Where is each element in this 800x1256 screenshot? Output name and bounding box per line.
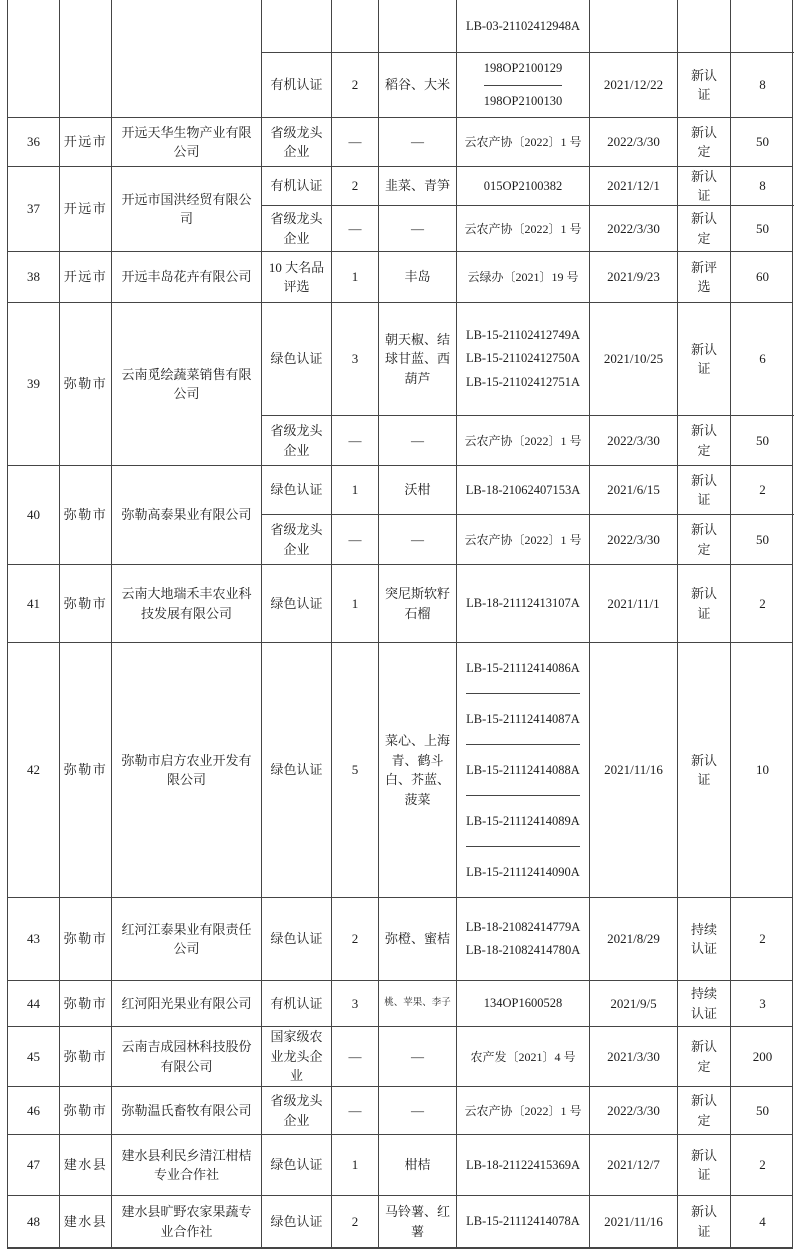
company-cell: 云南觅绘蔬菜销售有限公司 — [111, 303, 261, 465]
table-row — [8, 465, 792, 564]
row-number-cell: 37 — [27, 201, 40, 217]
table-row — [8, 1086, 792, 1134]
product-name-cell: 沃柑 — [378, 466, 456, 514]
score-cell: 2 — [730, 898, 794, 980]
cert-status-cell: 新认定 — [677, 118, 730, 166]
row-number-cell: 45 — [27, 1048, 40, 1064]
cert-number-cell: LB-18-21112413107A — [456, 565, 589, 642]
cert-type-cell: 省级龙头企业 — [261, 515, 331, 564]
table-subrow — [261, 0, 794, 52]
product-count-cell: 1 — [331, 565, 378, 642]
cert-status-cell: 新评选 — [677, 252, 730, 302]
city-cell: 开远市 — [59, 118, 111, 166]
cert-number-cell: 农产发〔2021〕4 号 — [456, 1027, 589, 1086]
cert-type-cell — [261, 0, 331, 52]
company-cell: 开远天华生物产业有限公司 — [111, 118, 261, 166]
table-subrow — [261, 52, 794, 117]
table-subrow — [261, 514, 794, 564]
cert-number-cell: 134OP1600528 — [456, 981, 589, 1026]
cert-status-cell: 新认证 — [677, 1135, 730, 1195]
cert-status-cell: 新认证 — [677, 643, 730, 897]
score-cell: 200 — [730, 1027, 794, 1086]
row-number-cell: 44 — [27, 995, 40, 1011]
cert-status-cell: 新认定 — [677, 206, 730, 251]
table-subrow — [261, 565, 794, 642]
table-subrow — [261, 898, 794, 980]
product-name-cell: 弥橙、蜜桔 — [378, 898, 456, 980]
table-row — [8, 980, 792, 1026]
score-cell: 60 — [730, 252, 794, 302]
cert-type-cell: 省级龙头企业 — [261, 416, 331, 465]
cert-number-subcell: LB-15-21112414088A — [466, 744, 580, 795]
cert-number-line: LB-15-21102412749A — [465, 328, 581, 343]
product-name-cell: 桃、苹果、李子 — [378, 981, 456, 1026]
row-number-cell: 46 — [27, 1102, 40, 1118]
product-count-cell: — — [331, 1027, 378, 1086]
product-count-cell: 5 — [331, 643, 378, 897]
table-row — [8, 642, 792, 897]
product-name-cell — [378, 0, 456, 52]
score-cell: 50 — [730, 206, 794, 251]
company-cell: 红河阳光果业有限公司 — [111, 981, 261, 1026]
cert-date-cell: 2021/12/7 — [589, 1135, 677, 1195]
city-cell: 开远市 — [59, 167, 111, 251]
product-name-cell: — — [378, 1027, 456, 1086]
score-cell: 8 — [730, 53, 794, 117]
product-name-cell: — — [378, 206, 456, 251]
table-subrow — [261, 303, 794, 415]
score-cell: 50 — [730, 416, 794, 465]
cert-status-cell: 持续认证 — [677, 898, 730, 980]
cert-status-cell: 新认证 — [677, 466, 730, 514]
product-name-cell: — — [378, 515, 456, 564]
cert-type-cell: 绿色认证 — [261, 303, 331, 415]
city-cell: 弥勒市 — [59, 1027, 111, 1086]
cert-type-cell: 10 大名品评选 — [261, 252, 331, 302]
cert-number-cell: LB-18-21062407153A — [456, 466, 589, 514]
cert-date-cell: 2022/3/30 — [589, 416, 677, 465]
cert-date-cell: 2021/10/25 — [589, 303, 677, 415]
table-subrow — [261, 118, 794, 166]
product-name-cell: 稻谷、大米 — [378, 53, 456, 117]
cert-number-cell: 云农产协〔2022〕1 号 — [456, 515, 589, 564]
table-row — [8, 1134, 792, 1195]
product-name-cell: 柑桔 — [378, 1135, 456, 1195]
score-cell: 50 — [730, 118, 794, 166]
row-number-cell: 43 — [27, 931, 40, 947]
table-subrow — [261, 1087, 794, 1134]
cert-type-cell: 绿色认证 — [261, 466, 331, 514]
company-cell: 建水县旷野农家果蔬专业合作社 — [111, 1196, 261, 1247]
cert-type-cell: 省级龙头企业 — [261, 206, 331, 251]
company-cell: 弥勒温氏畜牧有限公司 — [111, 1087, 261, 1134]
score-cell: 6 — [730, 303, 794, 415]
cert-status-cell: 新认证 — [677, 53, 730, 117]
cert-type-cell: 省级龙头企业 — [261, 1087, 331, 1134]
score-cell: 50 — [730, 1087, 794, 1134]
cert-number-subcell: 198OP2100129 — [483, 61, 563, 76]
city-cell: 建水县 — [59, 1135, 111, 1195]
cert-number-cell — [456, 303, 589, 415]
row-number-cell: 40 — [27, 507, 40, 523]
cert-date-cell: 2021/11/16 — [589, 1196, 677, 1247]
cert-status-cell: 新认定 — [677, 416, 730, 465]
cert-number-subcell: 198OP2100130 — [484, 85, 562, 118]
cert-date-cell: 2022/3/30 — [589, 206, 677, 251]
cert-number-subcell: LB-15-21112414090A — [466, 846, 580, 897]
city-cell: 建水县 — [59, 1196, 111, 1247]
table-row — [8, 302, 792, 465]
cert-date-cell: 2021/6/15 — [589, 466, 677, 514]
cert-status-cell: 新认证 — [677, 1196, 730, 1247]
row-number-cell: 36 — [27, 134, 40, 150]
table-row — [8, 564, 792, 642]
cert-number-cell — [456, 898, 589, 980]
cert-number-cell: LB-03-21102412948A — [456, 0, 589, 52]
score-cell — [730, 0, 794, 52]
product-name-cell: 朝天椒、结球甘蓝、西葫芦 — [378, 303, 456, 415]
cert-type-cell: 有机认证 — [261, 53, 331, 117]
company-cell: 红河江泰果业有限责任公司 — [111, 898, 261, 980]
cert-date-cell: 2021/11/16 — [589, 643, 677, 897]
table-row — [8, 1026, 792, 1086]
cert-status-cell: 持续认证 — [677, 981, 730, 1026]
table-subrow — [261, 205, 794, 251]
product-count-cell: — — [331, 206, 378, 251]
product-count-cell: — — [331, 416, 378, 465]
cert-number-cell: 云农产协〔2022〕1 号 — [456, 1087, 589, 1134]
cert-status-cell: 新认定 — [677, 1087, 730, 1134]
cert-status-cell: 新认定 — [677, 515, 730, 564]
score-cell: 50 — [730, 515, 794, 564]
city-cell: 开远市 — [59, 252, 111, 302]
row-number-cell: 47 — [27, 1157, 40, 1173]
city-cell: 弥勒市 — [59, 981, 111, 1026]
cert-date-cell: 2022/3/30 — [589, 1087, 677, 1134]
cert-date-cell: 2022/3/30 — [589, 515, 677, 564]
table-row — [8, 0, 792, 117]
company-cell: 开远丰岛花卉有限公司 — [111, 252, 261, 302]
cert-number-cell: 015OP2100382 — [456, 167, 589, 205]
cert-status-cell — [677, 0, 730, 52]
cert-type-cell: 国家级农业龙头企业 — [261, 1027, 331, 1086]
cert-status-cell: 新认证 — [677, 565, 730, 642]
table-row — [8, 117, 792, 166]
cert-number-line: LB-15-21102412750A — [465, 351, 581, 366]
row-number-cell: 48 — [27, 1213, 40, 1229]
city-cell — [59, 0, 111, 117]
cert-type-cell: 绿色认证 — [261, 1135, 331, 1195]
table-row — [8, 1195, 792, 1247]
table-subrow — [261, 1027, 794, 1086]
product-count-cell: — — [331, 1087, 378, 1134]
table-subrow — [261, 1135, 794, 1195]
city-cell: 弥勒市 — [59, 303, 111, 465]
cert-date-cell: 2022/3/30 — [589, 118, 677, 166]
cert-number-cell: 云农产协〔2022〕1 号 — [456, 416, 589, 465]
cert-number-cell: 云绿办〔2021〕19 号 — [456, 252, 589, 302]
cert-date-cell: 2021/3/30 — [589, 1027, 677, 1086]
cert-type-cell: 绿色认证 — [261, 1196, 331, 1247]
product-name-cell: 突尼斯软籽石榴 — [378, 565, 456, 642]
product-count-cell: 2 — [331, 53, 378, 117]
product-name-cell: — — [378, 1087, 456, 1134]
product-count-cell: 2 — [331, 167, 378, 205]
product-count-cell: 2 — [331, 1196, 378, 1247]
cert-type-cell: 绿色认证 — [261, 898, 331, 980]
cert-type-cell: 有机认证 — [261, 981, 331, 1026]
cert-number-subcell: LB-15-21112414089A — [466, 795, 580, 846]
product-name-cell: 菜心、上海青、鹤斗白、芥蓝、菠菜 — [378, 643, 456, 897]
product-name-cell: — — [378, 416, 456, 465]
cert-date-cell: 2021/11/1 — [589, 565, 677, 642]
city-cell: 弥勒市 — [59, 643, 111, 897]
product-name-cell: — — [378, 118, 456, 166]
score-cell: 4 — [730, 1196, 794, 1247]
product-count-cell: 2 — [331, 898, 378, 980]
cert-type-cell: 绿色认证 — [261, 643, 331, 897]
company-cell: 弥勒市启方农业开发有限公司 — [111, 643, 261, 897]
city-cell: 弥勒市 — [59, 466, 111, 564]
company-cell: 云南吉成园林科技股份有限公司 — [111, 1027, 261, 1086]
table-subrow — [261, 981, 794, 1026]
company-cell — [111, 0, 261, 117]
product-count-cell — [331, 0, 378, 52]
row-number-cell — [8, 0, 59, 117]
table-subrow — [261, 252, 794, 302]
cert-date-cell: 2021/9/23 — [589, 252, 677, 302]
cert-type-cell: 有机认证 — [261, 167, 331, 205]
product-count-cell: 3 — [331, 303, 378, 415]
score-cell: 2 — [730, 565, 794, 642]
row-number-cell: 38 — [27, 269, 40, 285]
city-cell: 弥勒市 — [59, 898, 111, 980]
cert-type-cell: 省级龙头企业 — [261, 118, 331, 166]
product-count-cell: 3 — [331, 981, 378, 1026]
company-cell: 云南大地瑞禾丰农业科技发展有限公司 — [111, 565, 261, 642]
score-cell: 8 — [730, 167, 794, 205]
company-cell: 开远市国洪经贸有限公司 — [111, 167, 261, 251]
cert-number-subcell: LB-15-21112414086A — [466, 660, 580, 675]
cert-number-cell: 云农产协〔2022〕1 号 — [456, 118, 589, 166]
cert-date-cell: 2021/8/29 — [589, 898, 677, 980]
cert-number-cell: LB-15-21112414078A — [456, 1196, 589, 1247]
product-name-cell: 马铃薯、红薯 — [378, 1196, 456, 1247]
cert-number-cell: LB-18-21122415369A — [456, 1135, 589, 1195]
cert-date-cell: 2021/12/22 — [589, 53, 677, 117]
certification-table — [7, 0, 793, 1249]
product-count-cell: — — [331, 515, 378, 564]
company-cell: 建水县利民乡清江柑桔专业合作社 — [111, 1135, 261, 1195]
cert-status-cell: 新认定 — [677, 1027, 730, 1086]
product-count-cell: — — [331, 118, 378, 166]
table-subrow — [261, 415, 794, 465]
city-cell: 弥勒市 — [59, 1087, 111, 1134]
cert-status-cell: 新认证 — [677, 167, 730, 205]
product-name-cell: 丰岛 — [378, 252, 456, 302]
table-row — [8, 251, 792, 302]
cert-type-cell: 绿色认证 — [261, 565, 331, 642]
cert-number-line: LB-18-21082414780A — [465, 943, 581, 957]
score-cell: 2 — [730, 1135, 794, 1195]
cert-status-cell: 新认证 — [677, 303, 730, 415]
company-cell: 弥勒高泰果业有限公司 — [111, 466, 261, 564]
product-count-cell: 1 — [331, 252, 378, 302]
score-cell: 10 — [730, 643, 794, 897]
table-row — [8, 166, 792, 251]
cert-number-subcell: LB-15-21112414087A — [466, 693, 580, 744]
cert-date-cell: 2021/12/1 — [589, 167, 677, 205]
city-cell: 弥勒市 — [59, 565, 111, 642]
cert-number-line: LB-18-21082414779A — [465, 919, 581, 934]
row-number-cell: 39 — [27, 376, 40, 392]
table-subrow — [261, 643, 794, 897]
cert-number-cell — [456, 643, 589, 897]
product-name-cell: 韭菜、青笋 — [378, 167, 456, 205]
table-subrow — [261, 167, 794, 205]
table-subrow — [261, 466, 794, 514]
table-row — [8, 897, 792, 980]
cert-number-line: LB-15-21102412751A — [465, 374, 581, 389]
cert-date-cell: 2021/9/5 — [589, 981, 677, 1026]
score-cell: 3 — [730, 981, 794, 1026]
row-number-cell: 41 — [27, 595, 40, 611]
table-subrow — [261, 1196, 794, 1247]
cert-date-cell — [589, 0, 677, 52]
product-count-cell: 1 — [331, 1135, 378, 1195]
score-cell: 2 — [730, 466, 794, 514]
product-count-cell: 1 — [331, 466, 378, 514]
cert-number-cell: 云农产协〔2022〕1 号 — [456, 206, 589, 251]
cert-number-cell — [456, 53, 589, 117]
row-number-cell: 42 — [27, 762, 40, 778]
